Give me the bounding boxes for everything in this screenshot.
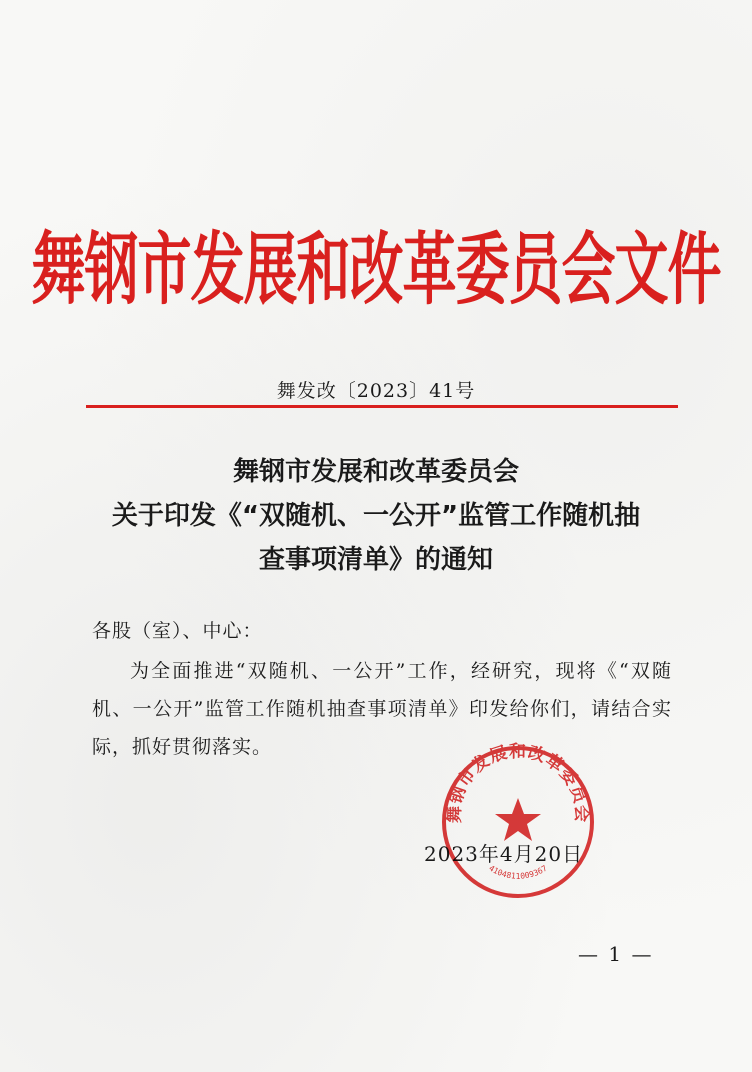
document-header-title: 舞钢市发展和改革委员会文件 <box>31 223 721 316</box>
svg-text:4104811009367 <box>487 864 549 881</box>
notice-title-line-2: 关于印发《“双随机、一公开”监管工作随机抽 <box>111 501 641 531</box>
issue-date: 2023年4月20日 <box>424 842 584 866</box>
recipient-line: 各股（室）、中心： <box>92 620 263 642</box>
seal-code: 4104811009367 <box>487 863 549 881</box>
notice-title-line-1: 舞钢市发展和改革委员会 <box>232 457 519 487</box>
notice-title-line-3: 查事项清单》的通知 <box>258 545 493 575</box>
document-number: 舞发改〔2023〕41号 <box>276 380 476 402</box>
seal-text: 舞钢市发展和改革委员会 <box>444 742 592 824</box>
page-number: — 1 — <box>578 942 654 966</box>
red-star-seal-icon <box>438 742 598 902</box>
body-paragraph: 为全面推进“双随机、一公开”工作，经研究，现将《“双随机、一公开”监管工作随机抽查事项清单》印发给你们，请结合实际，抓好贯彻落实。 <box>92 660 672 758</box>
header-red-rule <box>86 405 678 408</box>
notice-title <box>0 450 752 582</box>
